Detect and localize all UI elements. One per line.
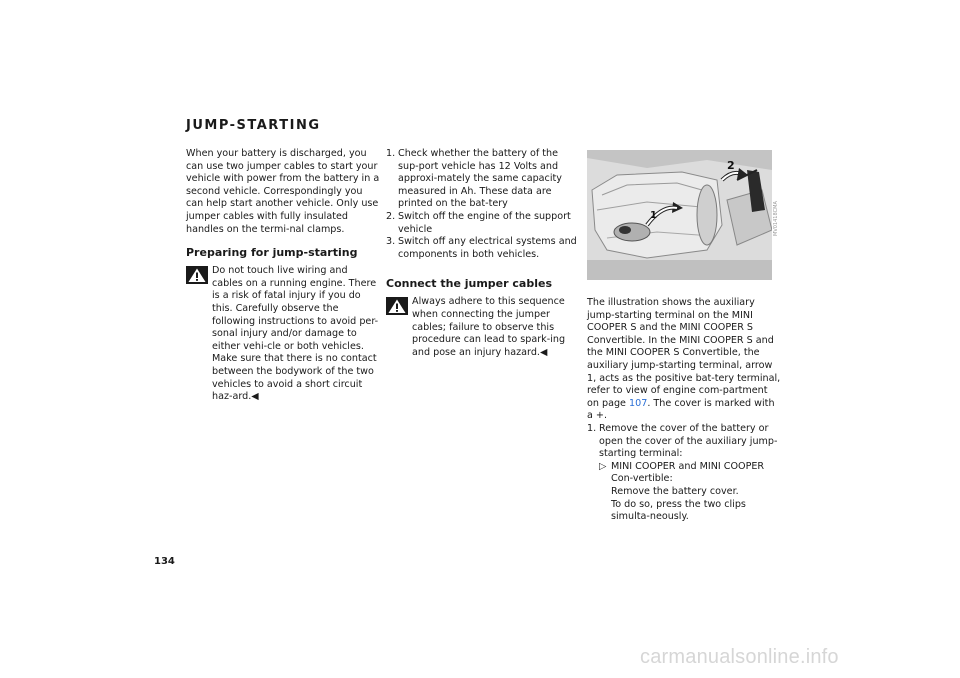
sub-item	[599, 461, 781, 524]
list-item: 2. Switch off the engine of the support vehicle	[386, 210, 571, 235]
sub-line-2: To do so, press the two clips simulta-neously.	[611, 498, 746, 523]
engine-illustration	[587, 150, 772, 280]
column-left	[186, 148, 380, 404]
column-middle	[386, 148, 580, 359]
watermark: carmanualsonline.info	[640, 646, 839, 668]
figure-label-1: 1	[650, 210, 657, 221]
prep-steps-list	[386, 148, 580, 261]
intro-text: When your battery is discharged, you can use two jumper cables to start your vehicle with power from the battery in a second vehicle. Correspondingly you can help start another vehicle. Only use jumper cables with fully insulated handles on the termi-nal clamps.	[186, 148, 380, 235]
page-title: JUMP-STARTING	[186, 118, 321, 133]
warning-block-prep	[186, 265, 380, 404]
page-number: 134	[154, 556, 175, 567]
column-right	[587, 297, 781, 524]
page-link[interactable]: 107	[629, 397, 648, 409]
end-mark: ◀	[539, 346, 548, 358]
list-item: 1. Remove the cover of the battery or open the cover of the auxiliary jump-starting terminal: ▷ MINI COOPER and MINI COOPER Con-vertible: Remove the battery cover. To do so, press the two clips simulta-neously.	[587, 423, 781, 524]
illustration-text: The illustration shows the auxiliary jump-starting terminal on the MINI COOPER S and the MINI COOPER S Convertible. In the MINI COOPER S and the MINI COOPER S Convertible, the auxiliary jump-starting terminal, arrow 1, acts as the positive bat-tery terminal, refer to view of engine com-partment on page 107. The cover is marked with a +.	[587, 297, 781, 422]
cover-steps-list	[587, 423, 781, 524]
sub-title: MINI COOPER and MINI COOPER Con-vertible:	[611, 460, 765, 485]
section-title-connect: Connect the jumper cables	[386, 277, 552, 291]
warning-text-prep: Do not touch live wiring and cables on a running engine. There is a risk of fatal injury if you do this. Carefully observe the following instructions to avoid per-sonal injury and/or damage to either vehi-cle or both vehicles. Make sure that there is no contact between the bodywork of the two vehicles to avoid a short circuit haz-ard.◀	[212, 265, 379, 403]
warning-block-connect	[386, 296, 580, 359]
section-title-prep: Preparing for jump-starting	[186, 246, 358, 260]
warning-icon	[186, 266, 208, 284]
list-item: 1. Check whether the battery of the sup-port vehicle has 12 Volts and approxi-mately the same capacity measured in Ah. These data are printed on the bat-tery	[386, 148, 562, 210]
arrow-icon: ▷	[599, 460, 607, 472]
figure-label-2: 2	[727, 159, 735, 172]
warning-icon	[386, 297, 408, 315]
warning-text-connect: Always adhere to this sequence when connecting the jumper cables; failure to observe this procedure can lead to spark-ing and pose an injury hazard.◀	[412, 296, 566, 358]
list-item: 3. Switch off any electrical systems and components in both vehicles.	[386, 236, 577, 260]
end-mark: ◀	[251, 391, 259, 403]
figure-code: MV01418CMA	[773, 201, 779, 236]
engine-compartment-figure	[587, 150, 772, 280]
sub-line-1: Remove the battery cover.	[611, 485, 739, 497]
